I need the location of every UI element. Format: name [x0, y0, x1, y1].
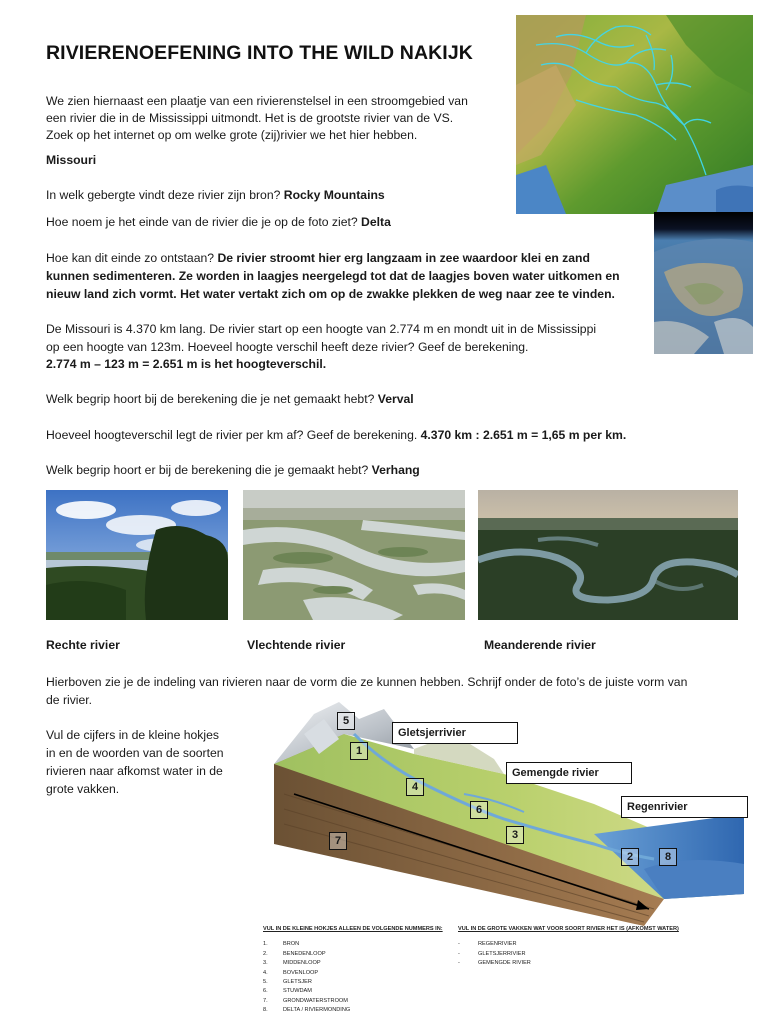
diagram-number-box-7[interactable]: 7 [329, 832, 347, 850]
page-title: RIVIERENOEFENING INTO THE WILD NAKIJK [46, 42, 473, 64]
answer-height: 2.774 m – 123 m = 2.651 m is het hoogteverschil. [46, 357, 327, 371]
caption-braided-river: Vlechtende rivier [247, 638, 346, 652]
label-box-rain-river[interactable]: Regenrivier [621, 796, 748, 818]
question-source: In welk gebergte vindt deze rivier zijn bron? Rocky Mountains [46, 188, 385, 202]
label-box-glacier-river[interactable]: Gletsjerrivier [392, 722, 518, 744]
answer-term-1: Verval [377, 392, 414, 406]
fill-instruction-line-4: grote vakken. [46, 782, 120, 796]
meandering-river-photo [478, 490, 738, 620]
intro-line-3: Zoek op het internet op om welke grote (zij)rivier we het hier hebben. [46, 128, 418, 142]
legend-river-types [458, 925, 688, 969]
question-term-1: Welk begrip hoort bij de berekening die je net gemaakt hebt? Verval [46, 392, 414, 406]
fill-instruction-line-1: Vul de cijfers in de kleine hokjes [46, 728, 219, 742]
classification-line-2: de rivier. [46, 693, 93, 707]
legend-item: - REGENRIVIER [458, 941, 517, 948]
legend-numbers-heading: VUL IN DE KLEINE HOKJES ALLEEN DE VOLGENDE NUMMERS IN: [263, 926, 443, 932]
answer-origin-line-3: nieuw land zich vormt. Het water vertakt zich om op de zwakke plekken de weg naar zee te vinden. [46, 287, 615, 301]
braided-river-photo [243, 490, 465, 620]
legend-item: 6. STUWDAM [263, 988, 312, 995]
diagram-number-box-4[interactable]: 4 [406, 778, 424, 796]
legend-item: - GLETSJERRIVIER [458, 950, 526, 957]
caption-straight-river: Rechte rivier [46, 638, 120, 652]
answer-per-km: 4.370 km : 2.651 m = 1,65 m per km. [420, 428, 627, 442]
answer-source: Rocky Mountains [283, 188, 385, 202]
question-height-line-2: op een hoogte van 123m. Hoeveel hoogte verschil heeft deze rivier? Geef de berekening. [46, 340, 529, 354]
legend-item: 3. MIDDENLOOP [263, 960, 321, 967]
legend-item: 8. DELTA / RIVIERMONDING [263, 1007, 351, 1014]
legend-river-types-heading: VUL IN DE GROTE VAKKEN WAT VOOR SOORT RIVIER HET IS (AFKOMST WATER) [458, 926, 679, 932]
label-box-mixed-river[interactable]: Gemengde rivier [506, 762, 632, 784]
legend-item: 5. GLETSJER [263, 979, 312, 986]
diagram-number-box-8[interactable]: 8 [659, 848, 677, 866]
answer-origin-line-2: kunnen sedimenteren. Ze worden in laagjes neergelegd tot dat de laagjes boven water uitkomen en [46, 269, 620, 283]
diagram-number-box-2[interactable]: 2 [621, 848, 639, 866]
legend-item: 7. GRONDWATERSTROOM [263, 997, 348, 1004]
diagram-number-box-6[interactable]: 6 [470, 801, 488, 819]
question-origin: Hoe kan dit einde zo ontstaan? De rivier stroomt hier erg langzaam in zee waardoor klei en zand [46, 251, 590, 265]
question-per-km: Hoeveel hoogteverschil legt de rivier per km af? Geef de berekening. 4.370 km : 2.651 m = 1,65 m per km. [46, 428, 627, 442]
diagram-number-box-1[interactable]: 1 [350, 742, 368, 760]
diagram-number-box-5[interactable]: 5 [337, 712, 355, 730]
answer-end: Delta [361, 215, 391, 229]
question-end: Hoe noem je het einde van de rivier die je op de foto ziet? Delta [46, 215, 391, 229]
fill-instruction-line-2: in en de woorden van de soorten [46, 746, 224, 760]
straight-river-photo [46, 490, 228, 620]
legend-item: 2. BENEDENLOOP [263, 950, 326, 957]
intro-line-1: We zien hiernaast een plaatje van een rivierenstelsel in een stroomgebied van [46, 94, 468, 108]
intro-answer: Missouri [46, 153, 97, 167]
question-term-2: Welk begrip hoort er bij de berekening die je gemaakt hebt? Verhang [46, 463, 420, 477]
earth-delta-photo [654, 212, 753, 354]
river-basin-map-image [516, 15, 753, 214]
legend-numbers [263, 925, 453, 1016]
fill-instruction-line-3: rivieren naar afkomst water in de [46, 764, 223, 778]
question-height-line-1: De Missouri is 4.370 km lang. De rivier start op een hoogte van 2.774 m en mondt uit in de Mississippi [46, 322, 597, 336]
answer-origin-line-1: De rivier stroomt hier erg langzaam in zee waardoor klei en zand [217, 251, 590, 265]
legend-item: 4. BOVENLOOP [263, 969, 319, 976]
diagram-number-box-3[interactable]: 3 [506, 826, 524, 844]
answer-term-2: Verhang [371, 463, 420, 477]
intro-line-2: een rivier die in de Mississippi uitmondt. Het is de grootste rivier van de VS. [46, 111, 454, 125]
legend-item: 1. BRON [263, 941, 300, 948]
classification-line-1: Hierboven zie je de indeling van rivieren naar de vorm die ze kunnen hebben. Schrijf onder de foto’s de juiste vorm van [46, 675, 688, 689]
legend-item: - GEMENGDE RIVIER [458, 960, 531, 967]
caption-meandering-river: Meanderende rivier [484, 638, 596, 652]
